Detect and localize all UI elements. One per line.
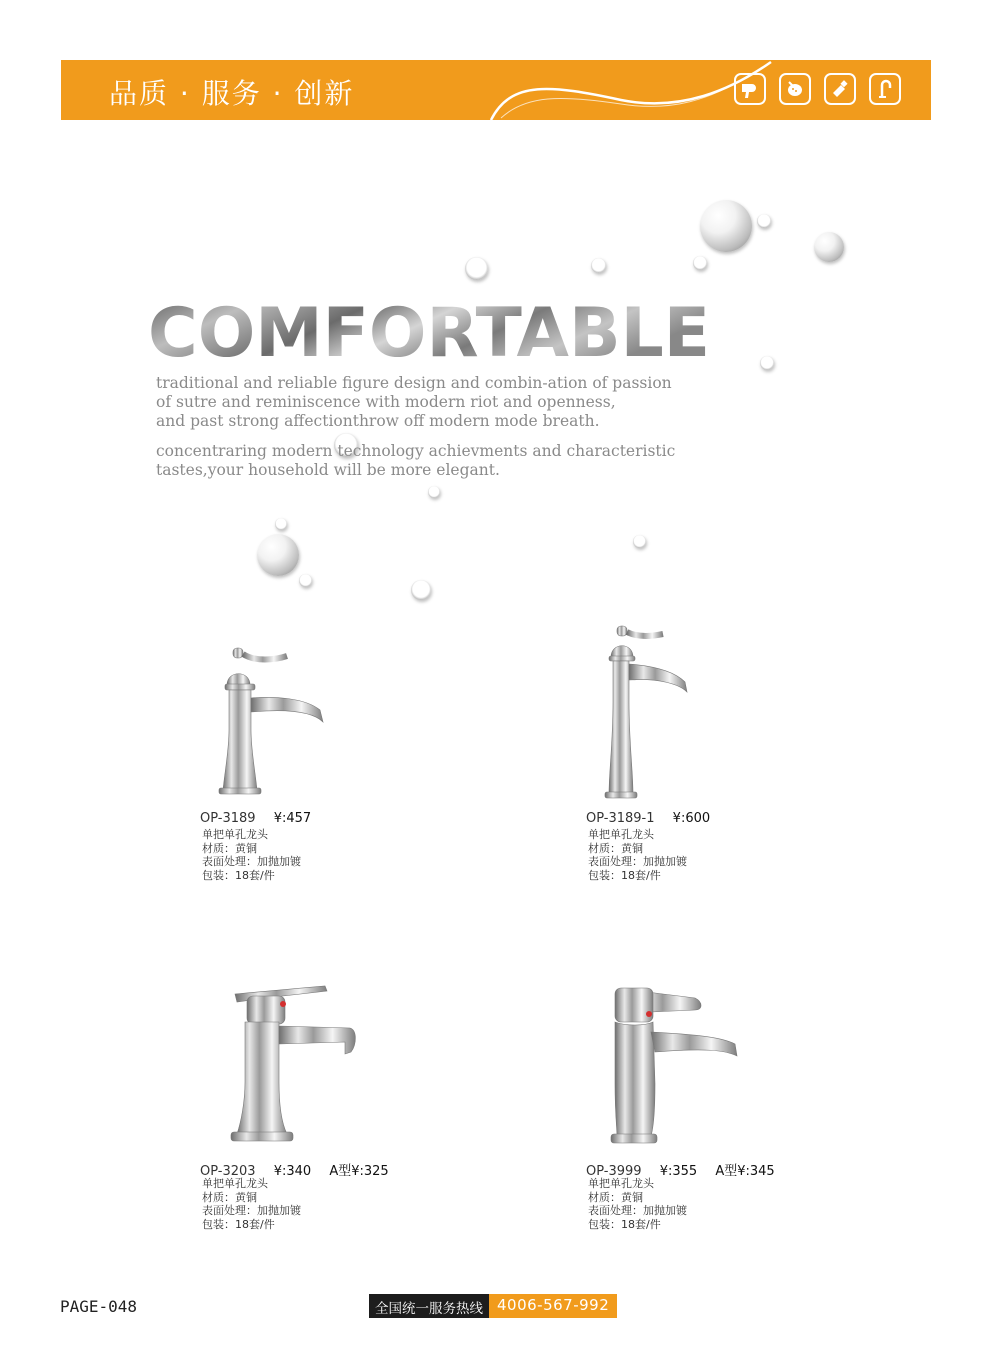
category-icons [734, 73, 901, 105]
product-op3189-1 [586, 811, 886, 882]
water-bubble [257, 534, 299, 576]
service-hotline [369, 1294, 617, 1318]
water-bubble [814, 232, 844, 262]
price-a: A型¥:325 [329, 1164, 389, 1179]
spec-line: 单把单孔龙头 [202, 1177, 268, 1190]
spec-line: 包装：18套/件 [202, 1217, 275, 1231]
hair-dryer-icon [734, 73, 766, 105]
product-op3189 [200, 811, 500, 882]
spec-line: 包装：18套/件 [588, 868, 661, 882]
price: ¥:457 [273, 811, 312, 826]
spec-line: 表面处理：加抛加镀 [202, 855, 301, 868]
spec-line: 包装：18套/件 [202, 868, 275, 882]
price-a: A型¥:345 [715, 1164, 775, 1179]
faucet-image-op3189 [205, 640, 335, 800]
spec-line: 材质：黄铜 [588, 1190, 643, 1204]
faucet-image-op3999 [605, 984, 745, 1149]
water-bubble [465, 257, 488, 280]
water-bubble [299, 574, 312, 587]
model-number: OP-3999 [586, 1164, 642, 1179]
water-bubble [693, 256, 707, 270]
water-bubble [700, 200, 752, 252]
spec-line: 单把单孔龙头 [202, 828, 268, 841]
slogan: 品质 · 服务 · 创新 [109, 77, 355, 110]
water-bubble [411, 580, 431, 600]
hero-paragraph-1: traditional and reliable figure design and combin-ation of passion of sutre and reminiscence with modern riot and openness, and past strong affectionthrow off modern mode breath. [156, 374, 672, 430]
spec-line: 材质：黄铜 [588, 841, 643, 855]
spec-line: 表面处理：加抛加镀 [588, 855, 687, 868]
water-bubble [275, 518, 287, 530]
page-number: PAGE-048 [60, 1297, 138, 1316]
price: ¥:600 [672, 811, 711, 826]
model-number: OP-3203 [200, 1164, 256, 1179]
faucet-image-op3203 [225, 982, 365, 1147]
water-bubble [428, 486, 440, 498]
hotline-number: 4006-567-992 [489, 1294, 617, 1318]
product-op3999 [586, 1160, 886, 1231]
water-bubble [591, 258, 606, 273]
spec-line: 包装：18套/件 [588, 1217, 661, 1231]
spec-line: 材质：黄铜 [202, 841, 257, 855]
hotline-label: 全国统一服务热线 [369, 1294, 489, 1318]
spec-line: 表面处理：加抛加镀 [588, 1204, 687, 1217]
spec-line: 单把单孔龙头 [588, 1177, 654, 1190]
water-bubble [633, 535, 646, 548]
hero-paragraph-2: concentraring modern technology achievments and characteristic tastes,your household will be more elegant. [156, 442, 676, 479]
svg-text:COMFORTABLE: COMFORTABLE [148, 300, 710, 364]
price: ¥:340 [273, 1164, 312, 1179]
hero-title [148, 300, 713, 364]
water-bubble [760, 356, 774, 370]
product-op3203 [200, 1160, 500, 1231]
showerhead-icon [779, 73, 811, 105]
water-bubble [757, 214, 771, 228]
model-number: OP-3189 [200, 811, 256, 826]
model-number: OP-3189-1 [586, 811, 655, 826]
price: ¥:355 [659, 1164, 698, 1179]
faucet-icon [869, 73, 901, 105]
spec-line: 表面处理：加抛加镀 [202, 1204, 301, 1217]
valve-icon [824, 73, 856, 105]
spec-line: 单把单孔龙头 [588, 828, 654, 841]
faucet-image-op3189-1 [595, 622, 705, 802]
spec-line: 材质：黄铜 [202, 1190, 257, 1204]
header-bar [61, 60, 931, 120]
